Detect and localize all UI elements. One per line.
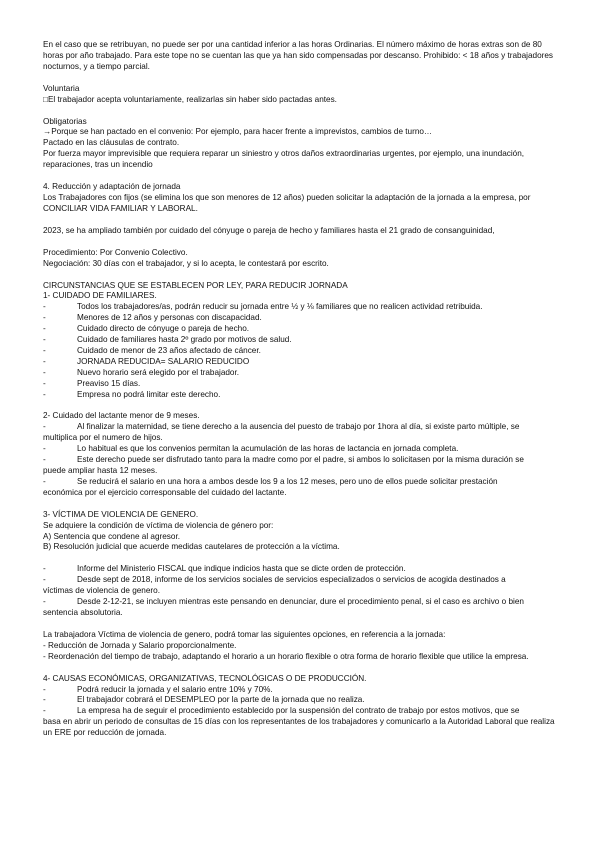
dash-bullet: - xyxy=(43,313,46,323)
dash-bullet: - xyxy=(43,564,46,574)
victima-title: 3- VÍCTIMA DE VIOLENCIA DE GENERO. xyxy=(43,509,199,519)
reduccion-procedimiento: Procedimiento: Por Convenio Colectivo. xyxy=(43,247,188,257)
list-item xyxy=(43,368,560,379)
list-item-text: Cuidado de familiares hasta 2º grado por motivos de salud. xyxy=(77,335,292,345)
list-item xyxy=(43,685,560,696)
list-item-text: JORNADA REDUCIDA= SALARIO REDUCIDO xyxy=(77,356,250,366)
dash-bullet: - xyxy=(43,706,46,716)
obligatorias-item-1 xyxy=(43,127,560,138)
dash-bullet: - xyxy=(43,335,46,345)
list-item-continuation: multiplica por el numero de hijos. xyxy=(43,433,163,443)
list-item-continuation: víctimas de violencia de genero. xyxy=(43,586,160,596)
lactante-title: 2- Cuidado del lactante menor de 9 meses. xyxy=(43,411,200,421)
arrow-right-icon: → xyxy=(43,127,52,137)
list-item-text: Este derecho puede ser disfrutado tanto para la madre como por el padre, si ambos lo solicitasen por la misma duración se xyxy=(77,455,524,465)
list-item xyxy=(43,695,560,706)
victima-opcion-2: - Reordenación del tiempo de trabajo, adaptando el horario a un horario flexible o otra forma de horario flexible que utilice la empresa. xyxy=(43,651,529,661)
reduccion-title: 4. Reducción y adaptación de jornada xyxy=(43,182,181,192)
list-item-text: Cuidado de menor de 23 años afectado de cáncer. xyxy=(77,345,261,355)
dash-bullet: - xyxy=(43,324,46,334)
list-item-text: Desde sept de 2018, informe de los servicios sociales de servicios especializados o servicios de acogida destinados a xyxy=(77,575,506,585)
list-item xyxy=(43,390,560,401)
list-item-continuation: puede ampliar hasta 12 meses. xyxy=(43,466,158,475)
list-item-text: El trabajador cobrará el DESEMPLEO por la parte de la jornada que no realiza. xyxy=(77,695,365,705)
list-item-text: Cuidado directo de cónyuge o pareja de hecho. xyxy=(77,324,250,334)
list-item-text: Empresa no podrá limitar este derecho. xyxy=(77,389,221,399)
dash-bullet: - xyxy=(43,345,46,355)
list-item xyxy=(43,335,560,346)
list-item-text: Desde 2-12-21, se incluyen mientras este pensando en denunciar, dure el procedimiento penal, si el caso es archivo o bien xyxy=(77,597,524,607)
dash-bullet: - xyxy=(43,597,46,607)
victima-opcion-1: - Reducción de Jornada y Salario proporcionalmente. xyxy=(43,640,237,650)
list-item xyxy=(43,444,560,455)
list-item xyxy=(43,706,560,717)
dash-bullet: - xyxy=(43,378,46,388)
list-item-text: Lo habitual es que los convenios permitan la acumulación de las horas de lactancia en jornada completa. xyxy=(77,444,459,454)
obligatorias-title: Obligatorias xyxy=(43,116,87,126)
victima-intro: Se adquiere la condición de víctima de violencia de género por: xyxy=(43,520,274,530)
cuidado-familiares-title: 1- CUIDADO DE FAMILIARES. xyxy=(43,291,157,301)
list-item xyxy=(43,564,560,575)
circunstancias-title: CIRCUNSTANCIAS QUE SE ESTABLECEN POR LEY, PARA REDUCIR JORNADA xyxy=(43,280,348,290)
victima-option-a: A) Sentencia que condene al agresor. xyxy=(43,531,181,541)
list-item xyxy=(43,422,560,433)
dash-bullet: - xyxy=(43,422,46,432)
obligatorias-item-3: Por fuerza mayor imprevisible que requiera reparar un siniestro y otros daños extraordinarias urgentes, por ejemplo, una inundación, reparaciones, tras un incendio xyxy=(43,149,525,170)
list-item xyxy=(43,313,560,324)
victima-opciones-intro: La trabajadora Víctima de violencia de genero, podrá tomar las siguientes opciones, en referencia a la jornada: xyxy=(43,629,446,639)
list-item-text: Nuevo horario será elegido por el trabajador. xyxy=(77,367,240,377)
list-item xyxy=(43,357,560,368)
reduccion-negociacion: Negociación: 30 días con el trabajador, y si lo acepta, le contestará por escrito. xyxy=(43,258,329,268)
list-item xyxy=(43,477,560,488)
list-item xyxy=(43,575,560,586)
list-item-text: Menores de 12 años y personas con discapacidad. xyxy=(77,313,262,323)
voluntaria-item xyxy=(43,95,560,106)
dash-bullet: - xyxy=(43,302,46,312)
reduccion-text: Los Trabajadores con fijos (se elimina los que son menores de 12 años) pueden solicitar la adaptación de la jornada a la empresa, por CONCILIAR VIDA FAMILIAR Y LABORAL. xyxy=(43,192,531,213)
list-item xyxy=(43,455,560,466)
list-item xyxy=(43,346,560,357)
list-item xyxy=(43,302,560,313)
dash-bullet: - xyxy=(43,575,46,585)
list-item-text: Se reducirá el salario en una hora a ambos desde los 9 a los 12 meses, pero uno de ellos puede solicitar prestación xyxy=(77,476,498,486)
dash-bullet: - xyxy=(43,455,46,465)
list-item-continuation: económica por el ejercicio corresponsable del cuidado del lactante. xyxy=(43,487,287,497)
dash-bullet: - xyxy=(43,444,46,454)
dash-bullet: - xyxy=(43,476,46,486)
list-item-text: La empresa ha de seguir el procedimiento establecido por la suspensión del contrato de trabajo por estos motivos, que se xyxy=(77,706,520,716)
list-item xyxy=(43,597,560,608)
intro-paragraph: En el caso que se retribuyan, no puede ser por una cantidad inferior a las horas Ordinarias. El número máximo de horas extras son de 80 horas por año trabajado. Para este tope no se cuentan las que ya han sido compensadas por descanso. Prohibido: < 18 años y trabajadores nocturnos, y a tiempo parcial. xyxy=(43,40,554,71)
list-item-text: Podrá reducir la jornada y el salario entre 10% y 70%. xyxy=(77,684,273,694)
dash-bullet: - xyxy=(43,367,46,377)
obligatorias-item-1-text: Porque se han pactado en el convenio: Por ejemplo, para hacer frente a imprevistos, cambios de turno… xyxy=(51,127,433,137)
causas-title: 4- CAUSAS ECONÓMICAS, ORGANIZATIVAS, TECNOLÓGICAS O DE PRODUCCIÓN. xyxy=(43,673,367,683)
checkbox-bullet-icon: □ xyxy=(43,94,48,104)
list-item-continuation: basa en abrir un periodo de consultas de 15 días con los representantes de los trabajadores y comunicarlo a la Autoridad Laboral que realiza un ERE por reducción de jornada. xyxy=(43,717,555,738)
list-item-text: Preaviso 15 días. xyxy=(77,378,141,388)
dash-bullet: - xyxy=(43,356,46,366)
dash-bullet: - xyxy=(43,684,46,694)
victima-option-b: B) Resolución judicial que acuerde medidas cautelares de protección a la víctima. xyxy=(43,542,340,552)
dash-bullet: - xyxy=(43,695,46,705)
list-item-text: Todos los trabajadores/as, podrán reducir su jornada entre ½ y ⅛ familiares que no realicen actividad retribuida. xyxy=(77,302,483,312)
list-item-continuation: sentencia absolutoria. xyxy=(43,607,123,617)
dash-bullet: - xyxy=(43,389,46,399)
obligatorias-item-2: Pactado en las cláusulas de contrato. xyxy=(43,138,180,148)
voluntaria-item-text: El trabajador acepta voluntariamente, realizarlas sin haber sido pactadas antes. xyxy=(47,94,337,104)
list-item xyxy=(43,324,560,335)
voluntaria-title: Voluntaria xyxy=(43,83,80,93)
reduccion-year-note: 2023, se ha ampliado también por cuidado del cónyuge o pareja de hecho y familiares hasta el 21 grado de consanguinidad, xyxy=(43,225,495,235)
list-item xyxy=(43,379,560,390)
list-item-text: Informe del Ministerio FISCAL que indique indicios hasta que se dicte orden de protección. xyxy=(77,564,406,574)
list-item-text: Al finalizar la maternidad, se tiene derecho a la ausencia del puesto de trabajo por 1hora al día, si existe parto múltiple, se xyxy=(77,422,520,432)
